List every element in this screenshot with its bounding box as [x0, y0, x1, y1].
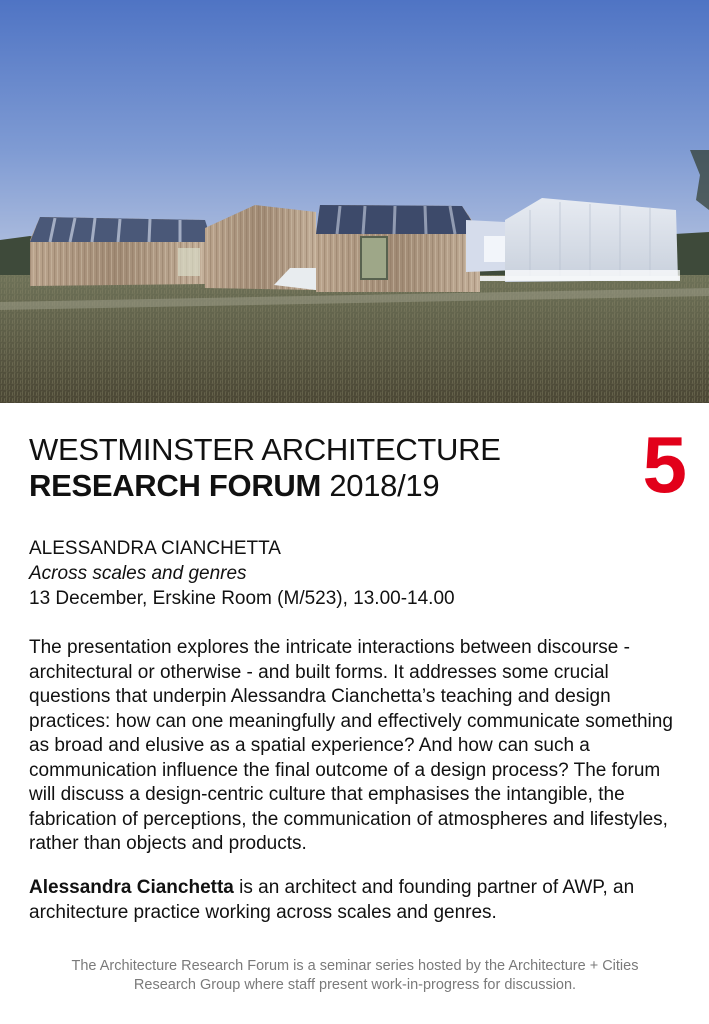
event-details: 13 December, Erskine Room (M/523), 13.00-14.00: [29, 588, 455, 609]
bio-text: is an architect and founding partner of AWP, an architecture practice working across scales and genres.: [29, 877, 635, 923]
talk-title: Across scales and genres: [29, 563, 247, 584]
footer-line1: The Architecture Research Forum is a seminar series hosted by the Architecture + Cities: [71, 958, 639, 974]
event-info: [29, 536, 455, 611]
abstract-paragraph: The presentation explores the intricate interactions between discourse - architectural or otherwise - and built forms. It addresses some crucial questions that underpin Alessandra Cianchetta’s teaching and design practices: how can one meaningfully and effectively communicate something as broad and elusive as a spatial experience? And how can such a communication influence the final outcome of a design process? The forum will discuss a design-centric culture that emphasises the intangible, the fabrication of perceptions, the communication of atmospheres and lifestyles, rather than objects and products.: [29, 637, 673, 854]
footer-line2: Research Group where staff present work-in-progress for discussion.: [133, 977, 577, 993]
series-title: [29, 432, 501, 504]
speaker-name: ALESSANDRA CIANCHETTA: [29, 538, 281, 559]
issue-number: 5: [642, 420, 687, 509]
speaker-bio: [29, 876, 689, 925]
series-year: 2018/19: [329, 468, 440, 503]
bio-name: Alessandra Cianchetta: [29, 877, 234, 898]
series-title-bold: RESEARCH FORUM: [29, 468, 322, 503]
series-title-line1: WESTMINSTER ARCHITECTURE: [29, 432, 501, 467]
hero-photo: [0, 0, 709, 403]
series-title-line2: [29, 468, 501, 504]
footer-note: [40, 957, 670, 995]
